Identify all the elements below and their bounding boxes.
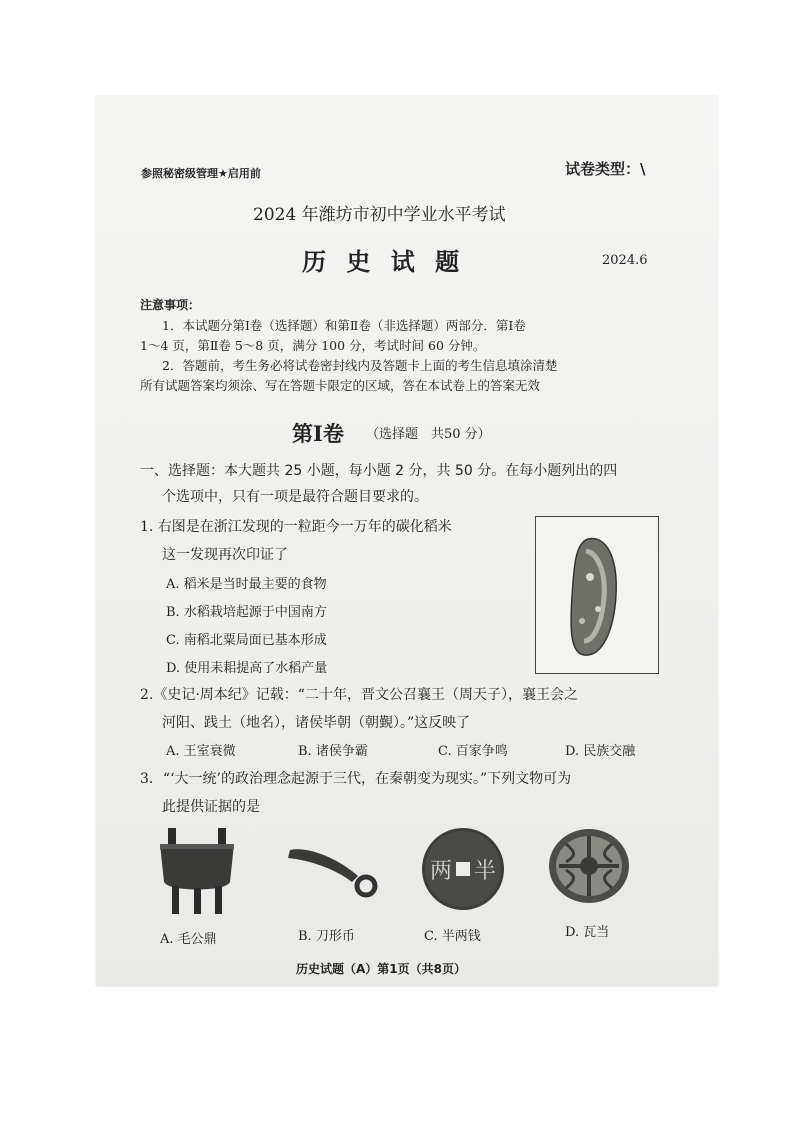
q3-option-c: C. 半两钱 xyxy=(424,929,481,944)
q3-option-b: B. 刀形币 xyxy=(298,929,355,944)
coin-character-right: 半 xyxy=(474,859,497,884)
notice-item1-line2: 1～4 页，第Ⅱ卷 5～8 页，满分 100 分，考试时间 60 分钟。 xyxy=(140,338,486,353)
q1-stem-line1: 1. 右图是在浙江发现的一粒距今一万年的碳化稻米 xyxy=(140,519,452,535)
knife-coin-icon xyxy=(286,842,382,902)
q1-option-a: A. 稻米是当时最主要的食物 xyxy=(166,577,327,592)
carbonized-rice-icon xyxy=(536,517,658,673)
q2-option-a: A. 王室衰微 xyxy=(166,744,236,759)
paper-type-label: 试卷类型：\ xyxy=(565,160,646,178)
q1-option-d: D. 使用耒耜提高了水稻产量 xyxy=(166,661,328,676)
notice-item2-line1: 2．答题前，考生务必将试卷密封线内及答题卡上面的考生信息填涂清楚 xyxy=(162,358,558,373)
page-footer: 历史试题（A）第1页（共8页） xyxy=(296,962,466,976)
q1-option-c: C. 南稻北粟局面已基本形成 xyxy=(166,633,327,648)
ding-vessel-icon xyxy=(156,826,238,918)
subject-title: 历 史 试 题 xyxy=(302,247,466,276)
secret-label: 参照秘密级管理★启用前 xyxy=(141,167,261,180)
q3-option-d: D. 瓦当 xyxy=(565,925,610,940)
q2-option-b: B. 诸侯争霸 xyxy=(298,744,368,759)
q2-option-c: C. 百家争鸣 xyxy=(438,744,508,759)
section1-line2: 个选项中，只有一项是最符合题目要求的。 xyxy=(162,489,428,505)
exam-title: 2024 年潍坊市初中学业水平考试 xyxy=(253,205,506,225)
section1-line1: 一、选择题：本大题共 25 小题，每小题 2 分，共 50 分。在每小题列出的四 xyxy=(140,463,618,479)
notice-item2-line2: 所有试题答案均须涂、写在答题卡限定的区域，答在本试卷上的答案无效 xyxy=(140,378,541,393)
q3-stem-line2: 此提供证据的是 xyxy=(162,799,260,815)
q2-option-d: D. 民族交融 xyxy=(565,744,636,759)
banliang-coin-icon xyxy=(420,826,506,912)
q1-option-b: B. 水稻栽培起源于中国南方 xyxy=(166,605,327,620)
eave-tile-icon xyxy=(546,826,632,906)
q2-stem-line1: 2.《史记·周本纪》记载：“二十年，晋文公召襄王（周天子），襄王会之 xyxy=(140,687,578,703)
notice-heading: 注意事项： xyxy=(140,298,201,312)
notice-item1-line1: 1．本试题分第Ⅰ卷（选择题）和第Ⅱ卷（非选择题）两部分．第Ⅰ卷 xyxy=(162,318,526,333)
exam-date: 2024.6 xyxy=(602,253,648,268)
q1-stem-line2: 这一发现再次印证了 xyxy=(162,547,288,563)
q2-stem-line2: 河阳、践土（地名），诸侯毕朝（朝覲）。”这反映了 xyxy=(162,715,471,731)
coin-character-left: 两 xyxy=(430,859,453,884)
part1-title: 第Ⅰ卷 xyxy=(292,421,344,446)
rice-grain-figure xyxy=(535,516,659,674)
q3-stem-line1: 3．“‘大一统’的政治理念起源于三代，在秦朝变为现实。”下列文物可为 xyxy=(140,771,572,787)
part1-subtitle: （选择题 共50 分） xyxy=(366,427,491,442)
q3-option-a: A. 毛公鼎 xyxy=(160,932,217,947)
